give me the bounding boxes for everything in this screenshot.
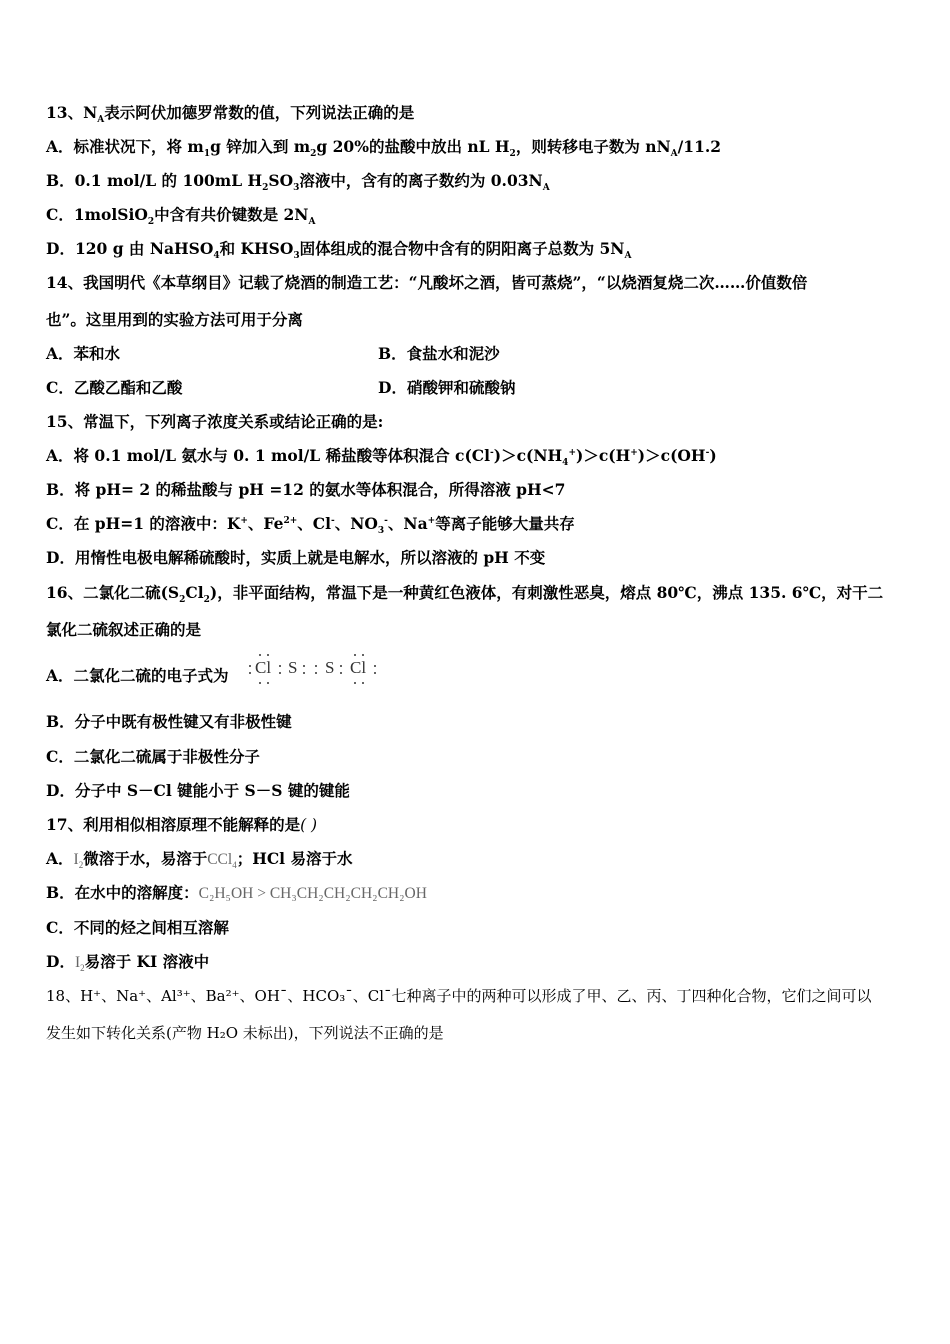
q16-stem-cont: 氯化二硫叙述正确的是 — [46, 620, 202, 639]
lewis-dot — [340, 672, 342, 674]
q16-option-c: C．二氯化二硫属于非极性分子 — [46, 747, 260, 766]
lewis-dot — [259, 654, 261, 656]
lewis-dot — [374, 672, 376, 674]
lewis-dot — [354, 682, 356, 684]
lewis-s-first: S — [288, 658, 298, 677]
lewis-dot — [354, 654, 356, 656]
q13-option-b: B．0.1 mol/L 的 100mL $H_2SO_3$溶液中，含有的离子数约为 $0.03N_A$ — [46, 171, 550, 194]
q15-stem: 15、常温下，下列离子浓度关系或结论正确的是: — [46, 412, 384, 431]
lewis-dot — [279, 672, 281, 674]
q14-option-a: A．苯和水 — [46, 344, 121, 363]
lewis-dot — [362, 654, 364, 656]
lewis-dot — [340, 665, 342, 667]
q16-option-d: D．分子中 S－Cl 键能小于 S－S 键的键能 — [46, 781, 350, 800]
q14-options-ab — [46, 344, 500, 364]
q14-option-b: B．食盐水和泥沙 — [378, 344, 500, 363]
lewis-dot — [374, 665, 376, 667]
q14-options-cd — [46, 378, 516, 398]
q14-option-c: C．乙酸乙酯和乙酸 — [46, 378, 183, 397]
q15-option-d: D．用惰性电极电解稀硫酸时，实质上就是电解水，所以溶液的 pH 不变 — [46, 548, 546, 567]
q17-option-d: D．$I_2$易溶于 KI 溶液中 — [46, 952, 210, 974]
q17-stem: 17、利用相似相溶原理不能解释的是( ) — [46, 815, 318, 834]
q13-option-d: D．120 g 由 NaHSO$_4$和 $KHSO_3$固体组成的混合物中含有的阴阳离子总数为 $5N_A$ — [46, 239, 632, 262]
lewis-structure — [255, 650, 385, 690]
lewis-dot — [279, 665, 281, 667]
lewis-dot — [315, 665, 317, 667]
lewis-cl-right: Cl — [350, 658, 367, 677]
q13-option-a: A．标准状况下，将 $m_1g$ 锌加入到 $m_2g$ 20%的盐酸中放出 nL $H_2$，则转移电子数为 $nN_A/11.2$ — [46, 137, 722, 160]
q17-option-b: B．在水中的溶解度：C₂H₅OH > CH₃CH₂CH₂CH₂CH₂OH — [46, 883, 427, 902]
q16-stem: 16、二氯化二硫$(S_2Cl_2)$，非平面结构，常温下是一种黄红色液体，有刺激性恶臭，熔点 80℃，沸点 135. 6℃，对干二 — [46, 583, 884, 606]
lewis-dot — [303, 665, 305, 667]
lewis-dot — [249, 672, 251, 674]
q15-option-b: B．将 pH= 2 的稀盐酸与 pH =12 的氨水等体积混合，所得溶液 pH<7 — [46, 480, 566, 499]
q13-stem: 13、$N_A$表示阿伏加德罗常数的值，下列说法正确的是 — [46, 103, 415, 126]
lewis-dot — [249, 665, 251, 667]
q13-option-c: C．1molSiO$_2$中含有共价键数是 $2N_A$ — [46, 205, 316, 228]
lewis-dot — [259, 682, 261, 684]
lewis-s-second: S — [325, 658, 335, 677]
q15-option-a: A．将 0.1 mol/L 氨水与 0. 1 mol/L 稀盐酸等体积混合 $c(Cl^-)>c(NH_4^+)>c(H^+)>c(OH^-)$ — [46, 446, 717, 469]
lewis-dot — [303, 672, 305, 674]
q14-stem: 14、我国明代《本草纲目》记载了烧酒的制造工艺：“凡酸坏之酒，皆可蒸烧”，“以烧酒复烧二次……价值数倍 — [46, 273, 808, 292]
lewis-dot — [362, 682, 364, 684]
q16-option-b: B．分子中既有极性键又有非极性键 — [46, 712, 292, 731]
lewis-dot — [267, 654, 269, 656]
q18-stem: 18、H⁺、Na⁺、Al³⁺、Ba²⁺、OH¯、HCO₃¯、Cl¯七种离子中的两种可以形成了甲、乙、丙、丁四种化合物，它们之间可以 — [46, 987, 872, 1005]
q17-option-c: C．不同的烃之间相互溶解 — [46, 918, 229, 937]
q18-stem-cont: 发生如下转化关系(产物 H₂O 未标出)，下列说法不正确的是 — [46, 1024, 444, 1042]
q14-option-d: D．硝酸钾和硫酸钠 — [378, 378, 516, 397]
q15-option-c: C．在 pH=1 的溶液中：K+、$Fe^{2+}$、Cl-、$NO_3^-$、Na+等离子能够大量共存 — [46, 514, 575, 537]
q16-option-a: A．二氯化二硫的电子式为 — [46, 666, 229, 685]
lewis-dot — [315, 672, 317, 674]
lewis-dot — [267, 682, 269, 684]
lewis-cl-left: Cl — [255, 658, 272, 677]
q14-stem-cont: 也”。这里用到的实验方法可用于分离 — [46, 310, 303, 329]
q17-option-a: A．$I_2$微溶于水，易溶于CCl$_4$；HCl 易溶于水 — [46, 849, 353, 871]
